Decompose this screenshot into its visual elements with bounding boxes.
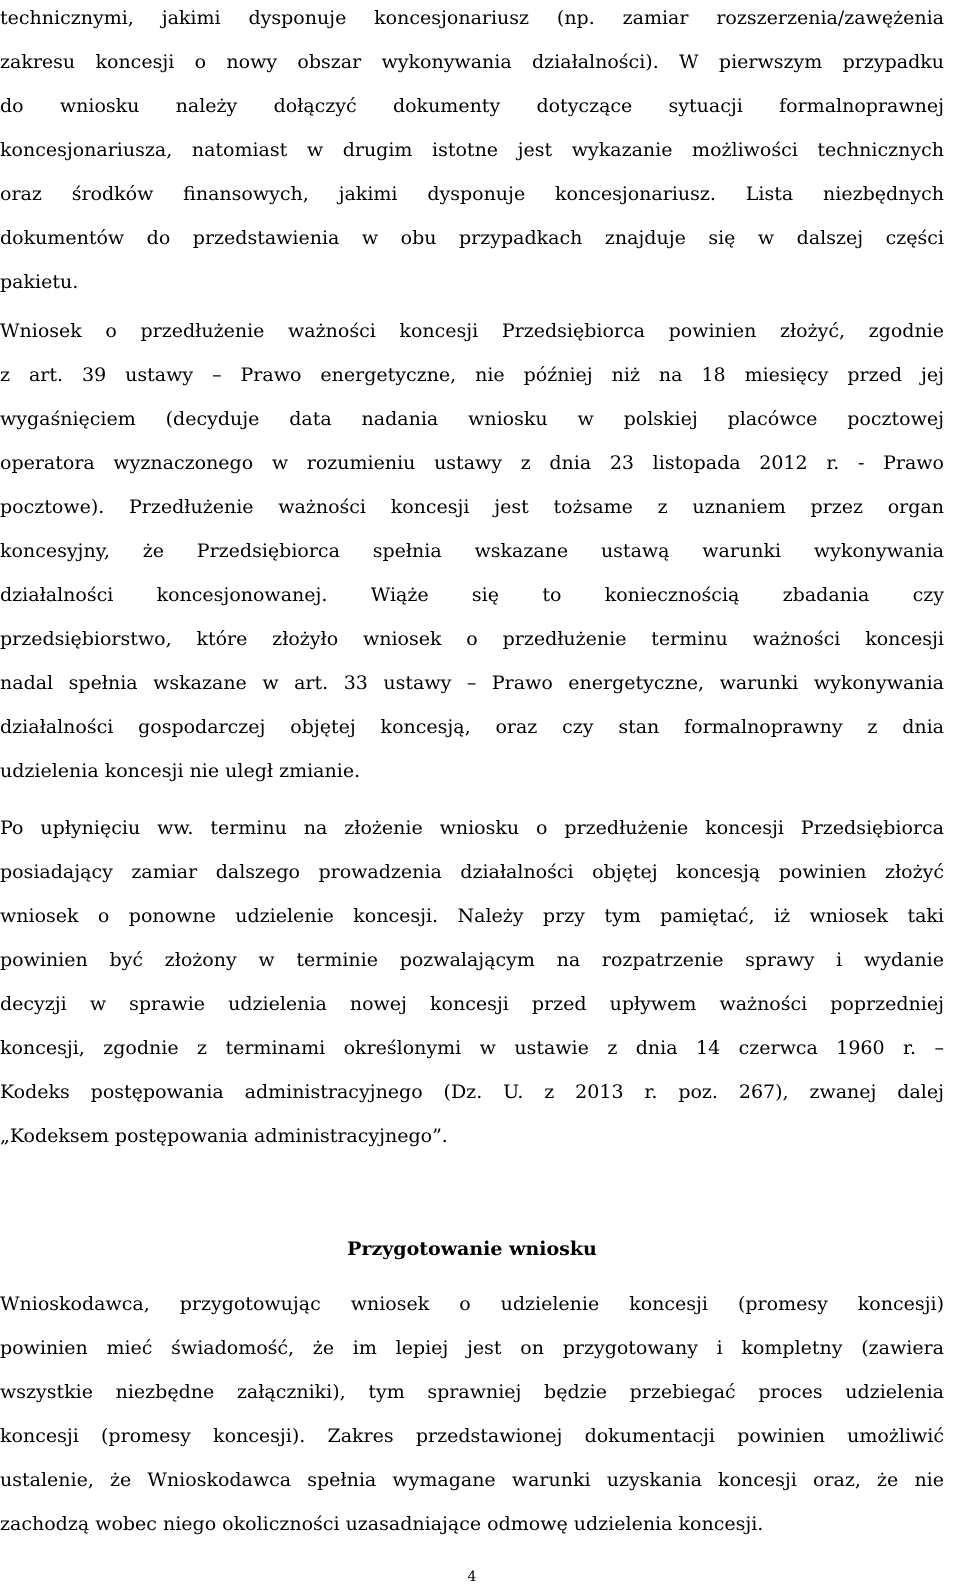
text-line: Wniosek o przedłużenie ważności koncesji Przedsiębiorca powinien złożyć, zgodnie bbox=[0, 320, 944, 342]
text-line: decyzji w sprawie udzielenia nowej koncesji przed upływem ważności poprzedniej bbox=[0, 993, 944, 1015]
text-line: koncesji, zgodnie z terminami określonymi w ustawie z dnia 14 czerwca 1960 r. – bbox=[0, 1037, 944, 1059]
text-line: technicznymi, jakimi dysponuje koncesjonariusz (np. zamiar rozszerzenia/zawężenia bbox=[0, 7, 944, 29]
text-line: „Kodeksem postępowania administracyjnego”. bbox=[0, 1125, 448, 1147]
text-line: dokumentów do przedstawienia w obu przypadkach znajduje się w dalszej części bbox=[0, 227, 944, 249]
text-line: z art. 39 ustawy – Prawo energetyczne, nie później niż na 18 miesięcy przed jej bbox=[0, 364, 944, 386]
text-line: koncesyjny, że Przedsiębiorca spełnia wskazane ustawą warunki wykonywania bbox=[0, 540, 944, 562]
text-line: wniosek o ponowne udzielenie koncesji. Należy przy tym pamiętać, iż wniosek taki bbox=[0, 905, 944, 927]
text-line: udzielenia koncesji nie uległ zmianie. bbox=[0, 760, 361, 782]
text-line: koncesjonariusza, natomiast w drugim istotne jest wykazanie możliwości technicznych bbox=[0, 139, 944, 161]
text-line: zachodzą wobec niego okoliczności uzasadniające odmowę udzielenia koncesji. bbox=[0, 1513, 764, 1535]
text-line: wygaśnięciem (decyduje data nadania wniosku w polskiej placówce pocztowej bbox=[0, 408, 944, 430]
text-line: powinien być złożony w terminie pozwalającym na rozpatrzenie sprawy i wydanie bbox=[0, 949, 944, 971]
text-line: pocztowe). Przedłużenie ważności koncesji jest tożsame z uznaniem przez organ bbox=[0, 496, 944, 518]
text-line: posiadający zamiar dalszego prowadzenia działalności objętej koncesją powinien złożyć bbox=[0, 861, 944, 883]
text-line: wszystkie niezbędne załączniki), tym sprawniej będzie przebiegać proces udzielenia bbox=[0, 1381, 944, 1403]
text-line: do wniosku należy dołączyć dokumenty dotyczące sytuacji formalnoprawnej bbox=[0, 95, 944, 117]
text-line: koncesji (promesy koncesji). Zakres przedstawionej dokumentacji powinien umożliwić bbox=[0, 1425, 944, 1447]
text-line: oraz środków finansowych, jakimi dysponuje koncesjonariusz. Lista niezbędnych bbox=[0, 183, 944, 205]
text-line: Kodeks postępowania administracyjnego (Dz. U. z 2013 r. poz. 267), zwanej dalej bbox=[0, 1081, 944, 1103]
section-heading: Przygotowanie wniosku bbox=[347, 1238, 597, 1260]
text-line: działalności gospodarczej objętej koncesją, oraz czy stan formalnoprawny z dnia bbox=[0, 716, 944, 738]
text-line: powinien mieć świadomość, że im lepiej jest on przygotowany i kompletny (zawiera bbox=[0, 1337, 944, 1359]
text-line: Po upłynięciu ww. terminu na złożenie wniosku o przedłużenie koncesji Przedsiębiorca bbox=[0, 817, 944, 839]
text-line: zakresu koncesji o nowy obszar wykonywania działalności). W pierwszym przypadku bbox=[0, 51, 944, 73]
text-line: Wnioskodawca, przygotowując wniosek o udzielenie koncesji (promesy koncesji) bbox=[0, 1293, 944, 1315]
text-line: operatora wyznaczonego w rozumieniu ustawy z dnia 23 listopada 2012 r. - Prawo bbox=[0, 452, 944, 474]
page-number: 4 bbox=[467, 1569, 477, 1585]
text-line: pakietu. bbox=[0, 271, 79, 293]
text-line: działalności koncesjonowanej. Wiąże się to koniecznością zbadania czy bbox=[0, 584, 944, 606]
text-line: ustalenie, że Wnioskodawca spełnia wymagane warunki uzyskania koncesji oraz, że nie bbox=[0, 1469, 944, 1491]
text-line: przedsiębiorstwo, które złożyło wniosek o przedłużenie terminu ważności koncesji bbox=[0, 628, 944, 650]
text-line: nadal spełnia wskazane w art. 33 ustawy – Prawo energetyczne, warunki wykonywania bbox=[0, 672, 944, 694]
